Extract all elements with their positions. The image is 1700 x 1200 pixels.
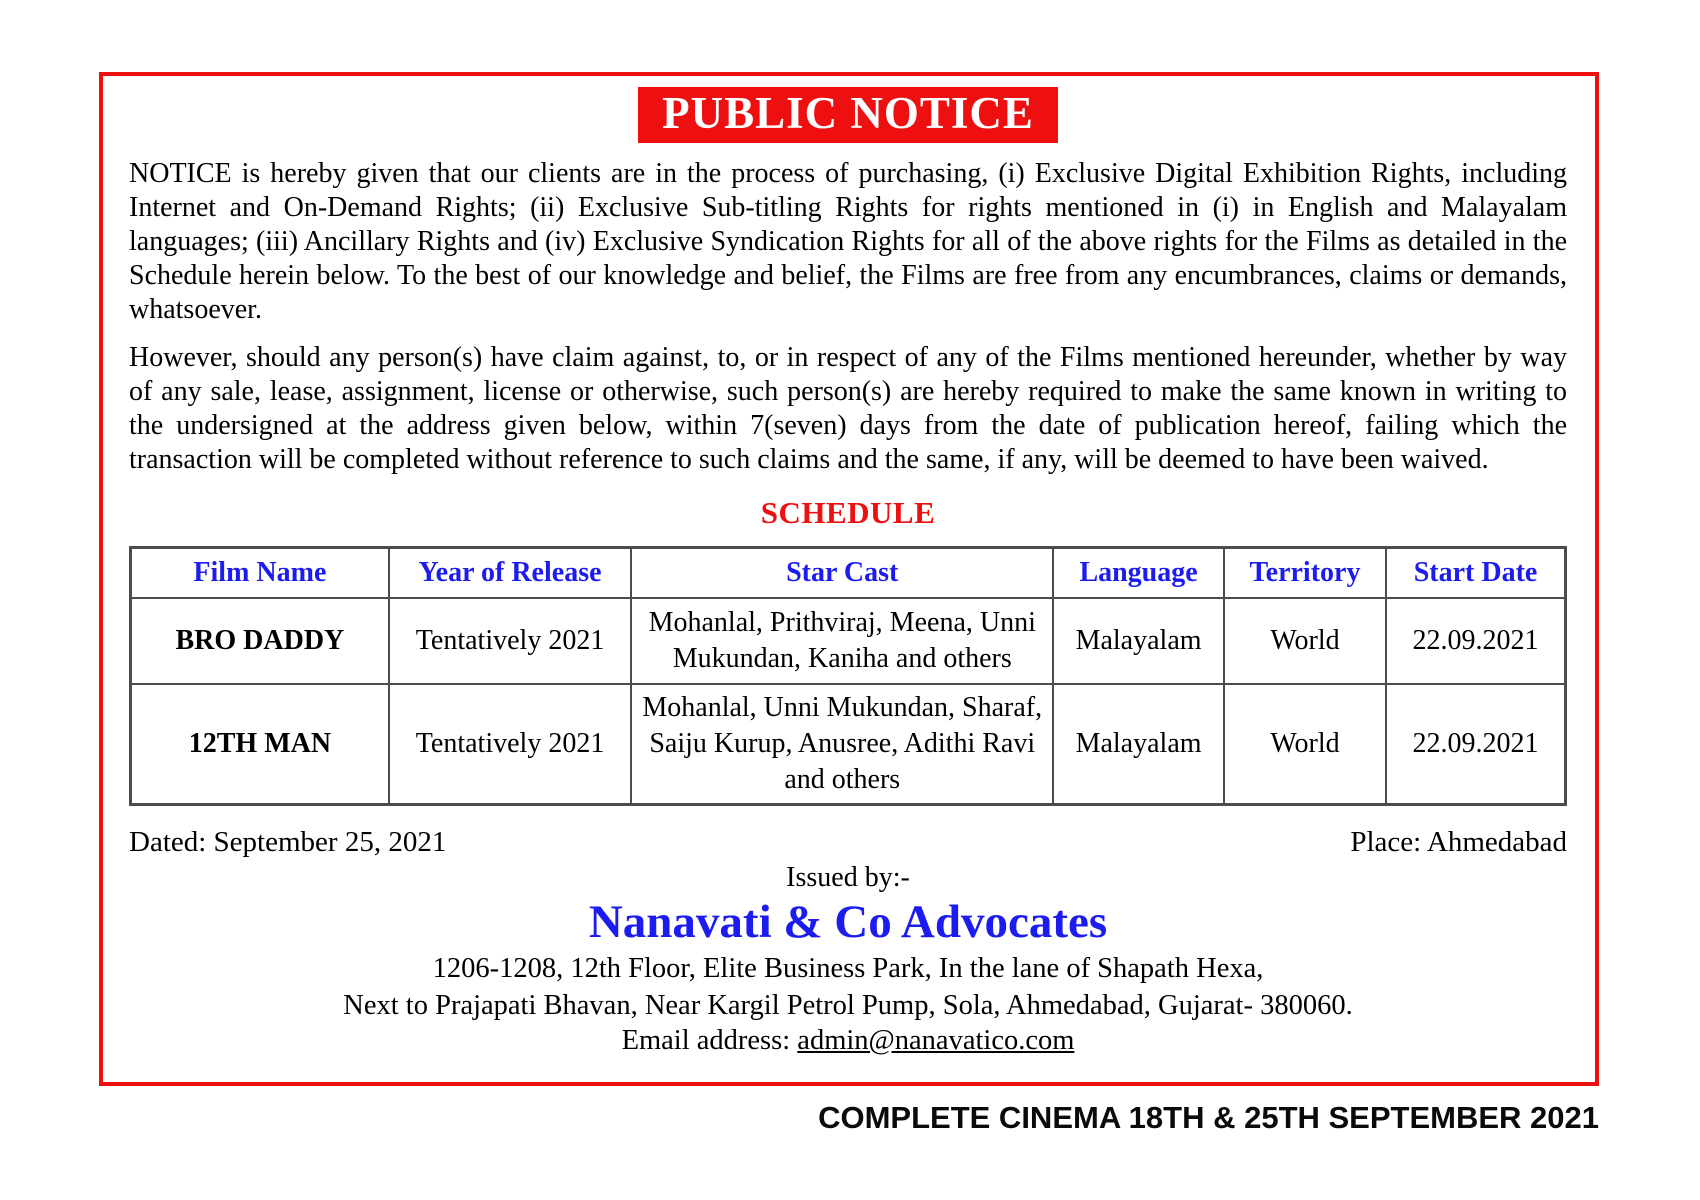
- email-link[interactable]: admin@nanavatico.com: [797, 1025, 1075, 1056]
- column-header-year-of-release: Year of Release: [389, 548, 632, 599]
- address-line-1: 1206-1208, 12th Floor, Elite Business Park, In the lane of Shapath Hexa,: [432, 953, 1264, 984]
- cell-film-name: BRO DADDY: [131, 598, 389, 684]
- notice-paragraph-2: However, should any person(s) have claim against, to, or in respect of any of the Films mentioned hereunder, whether by way of any sale, lease, assignment, license or otherwise, such person(s) are hereby required to make the same known in writing to the undersigned at the address given below, within 7(seven) days from the date of publication hereof, failing which the transaction will be completed without reference to such claims and the same, if any, will be deemed to have been waived.: [129, 342, 1567, 475]
- cell-film-name: 12TH MAN: [131, 684, 389, 805]
- schedule-table: [129, 546, 1567, 806]
- column-header-start-date: Start Date: [1386, 548, 1565, 599]
- table-row: [131, 684, 1566, 805]
- cell-start-date: 22.09.2021: [1386, 598, 1565, 684]
- notice-title-banner: [638, 87, 1058, 143]
- column-header-star-cast: Star Cast: [631, 548, 1053, 599]
- notice-paragraph-1: NOTICE is hereby given that our clients are in the process of purchasing, (i) Exclusive Digital Exhibition Rights, including Internet and On-Demand Rights; (ii) Exclusive Sub-titling Rights for rights mentioned in (i) in English and Malayalam languages; (iii) Ancillary Rights and (iv) Exclusive Syndication Rights for all of the above rights for the Films as detailed in the Schedule herein below. To the best of our knowledge and belief, the Films are free from any encumbrances, claims or demands, whatsoever.: [129, 158, 1567, 325]
- notice-title: PUBLIC NOTICE: [662, 88, 1034, 138]
- cell-start-date: 22.09.2021: [1386, 684, 1565, 805]
- table-row: [131, 598, 1566, 684]
- cell-year-of-release: Tentatively 2021: [389, 598, 632, 684]
- cell-year-of-release: Tentatively 2021: [389, 684, 632, 805]
- dated-text: Dated: September 25, 2021: [129, 826, 447, 858]
- cell-star-cast: Mohanlal, Unni Mukundan, Sharaf, Saiju Kurup, Anusree, Adithi Ravi and others: [631, 684, 1053, 805]
- column-header-language: Language: [1053, 548, 1224, 599]
- firm-name: Nanavati & Co Advocates: [588, 896, 1108, 948]
- issued-by-label: Issued by:-: [786, 862, 910, 893]
- cell-territory: World: [1224, 598, 1386, 684]
- place-text: Place: Ahmedabad: [1350, 826, 1567, 858]
- address-line-2: Next to Prajapati Bhavan, Near Kargil Petrol Pump, Sola, Ahmedabad, Gujarat- 380060.: [343, 990, 1353, 1021]
- email-line: [129, 1025, 1567, 1057]
- column-header-territory: Territory: [1224, 548, 1386, 599]
- cell-language: Malayalam: [1053, 684, 1224, 805]
- cell-territory: World: [1224, 684, 1386, 805]
- column-header-film-name: Film Name: [131, 548, 389, 599]
- publication-credit: COMPLETE CINEMA 18TH & 25TH SEPTEMBER 2021: [818, 1100, 1599, 1135]
- dated-place-row: [129, 826, 1567, 859]
- cell-star-cast: Mohanlal, Prithviraj, Meena, Unni Mukundan, Kaniha and others: [631, 598, 1053, 684]
- schedule-heading: SCHEDULE: [760, 495, 936, 530]
- cell-language: Malayalam: [1053, 598, 1224, 684]
- notice-box: [99, 72, 1599, 1086]
- table-header-row: [131, 548, 1566, 599]
- email-label: Email address:: [621, 1025, 798, 1056]
